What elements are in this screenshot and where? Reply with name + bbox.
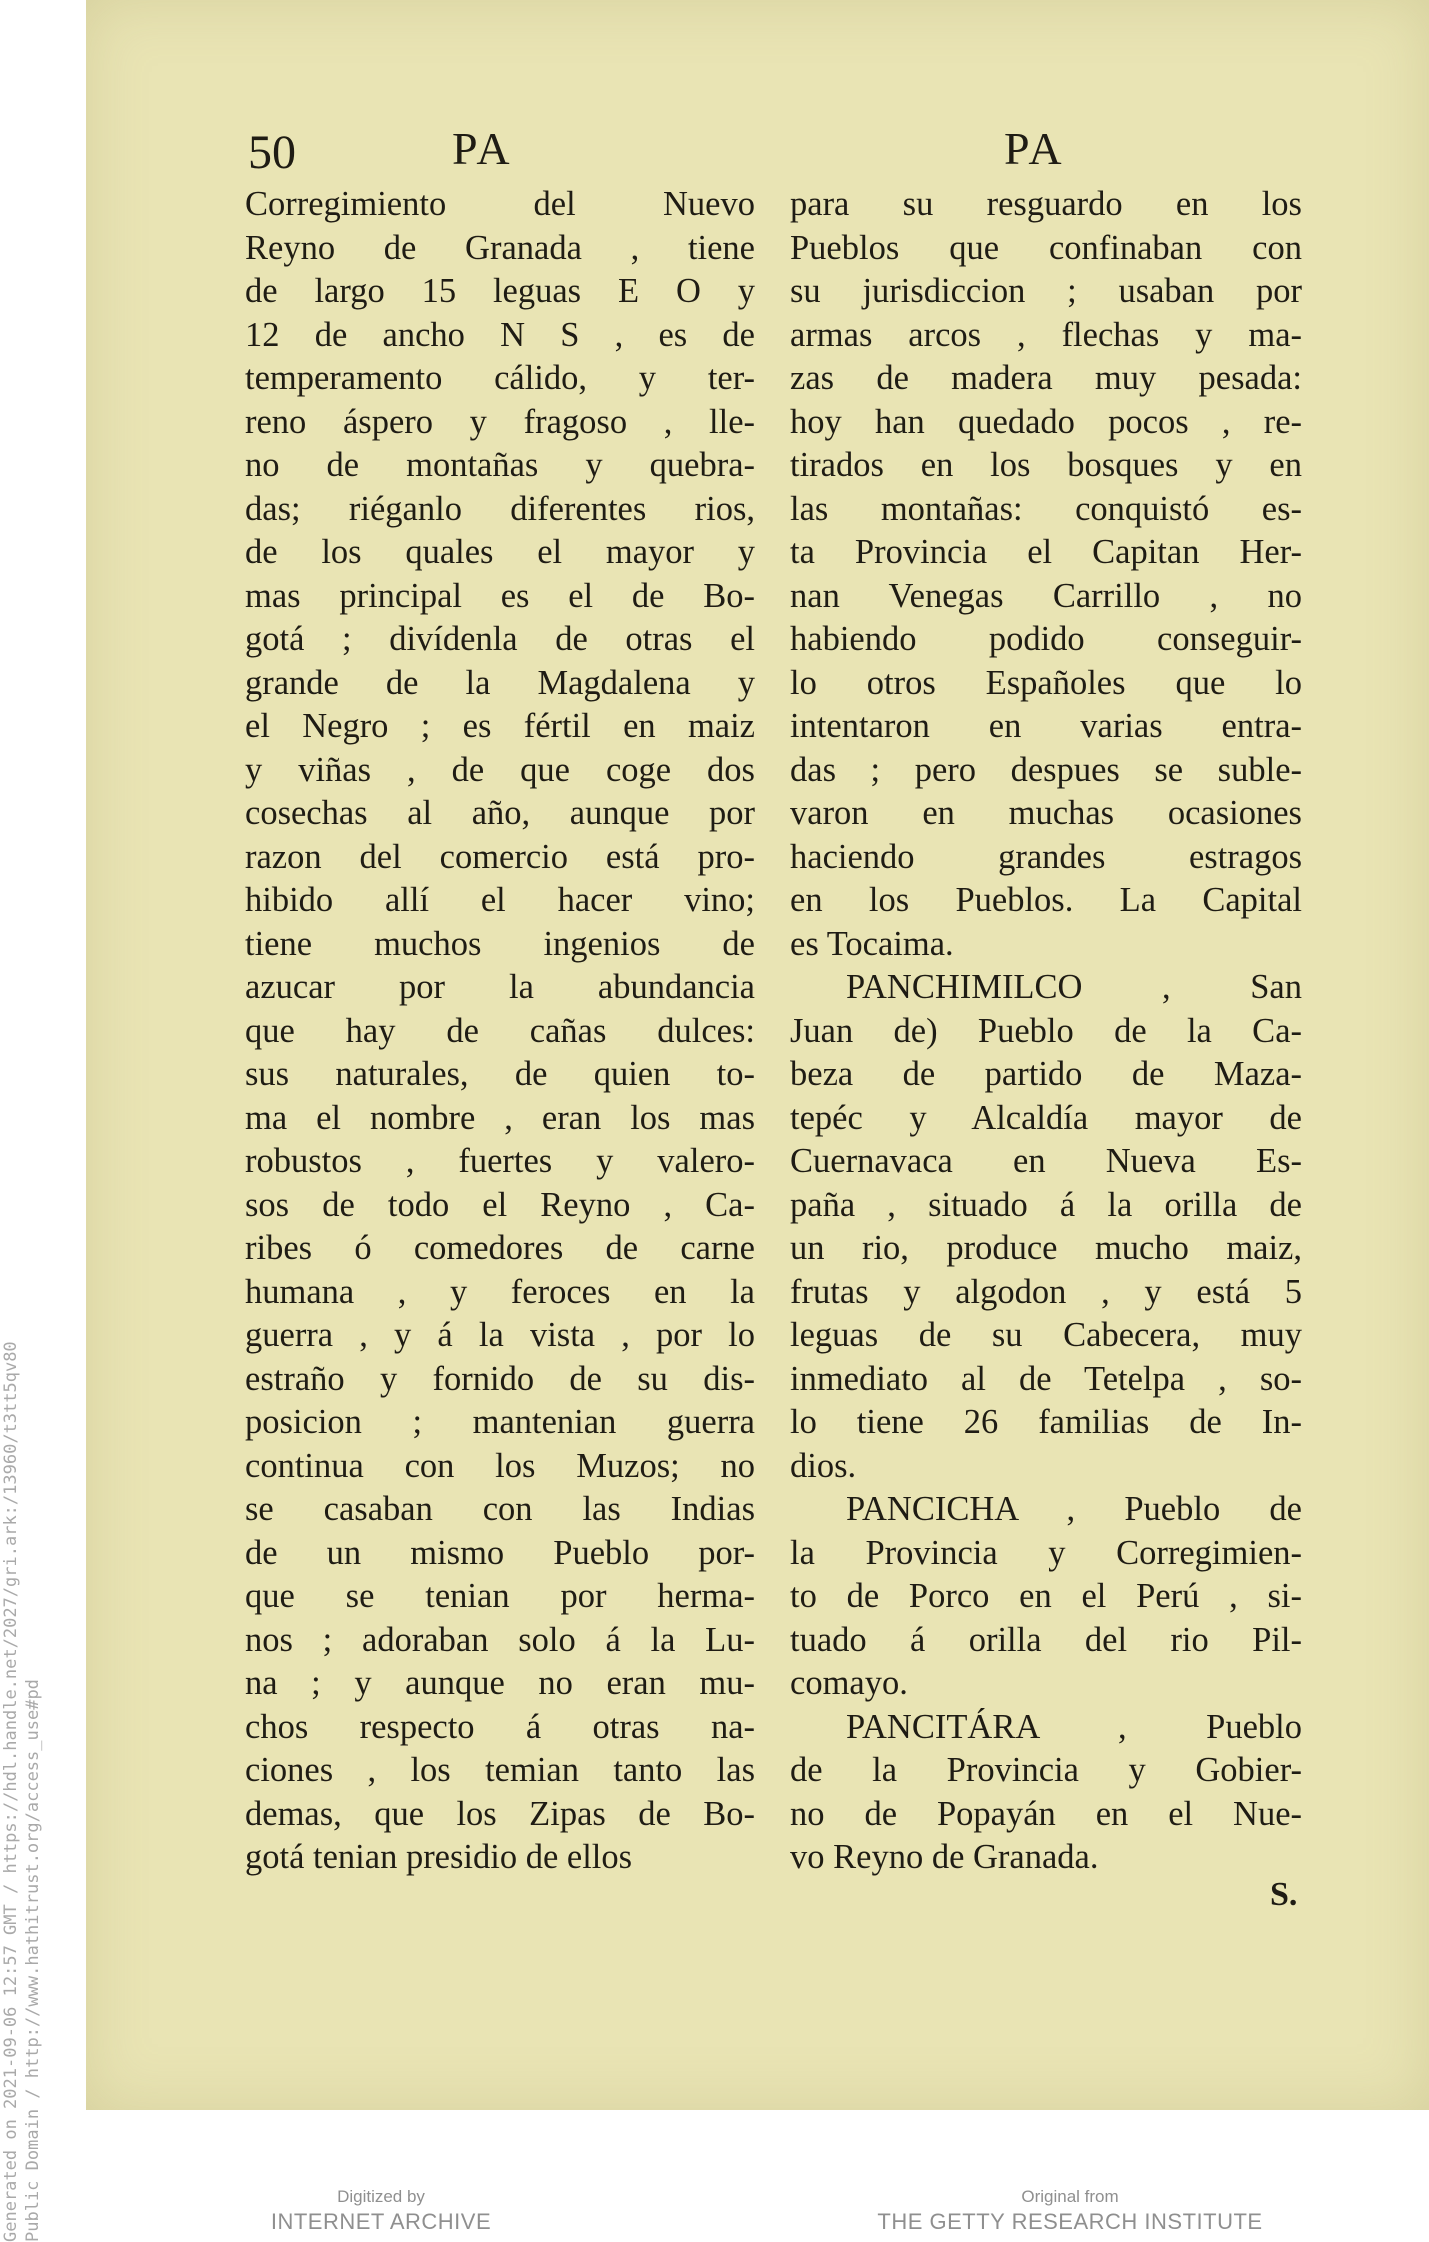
text-line: de largo 15 leguas E O y <box>245 272 755 310</box>
text-line: cosechas al año, aunque por <box>245 794 755 832</box>
text-line: y viñas , de que coge dos <box>245 750 755 789</box>
text-line: de los quales el mayor y <box>245 533 755 571</box>
text-line: leguas de su Cabecera, muy <box>790 1316 1302 1354</box>
text-line: PANCICHA , Pueblo de <box>846 1490 1302 1528</box>
text-line: lo tiene 26 familias de In- <box>790 1403 1302 1441</box>
watermark-line-license: Public Domain / http://www.hathitrust.org/access_use#pd <box>23 1679 43 2242</box>
text-line: hibido allí el hacer vino; <box>245 881 755 919</box>
text-line: sus naturales, de quien to- <box>245 1055 755 1093</box>
text-line: na ; y aunque no eran mu- <box>245 1664 755 1702</box>
text-line: das ; pero despues se suble- <box>790 750 1302 789</box>
text-line: sos de todo el Reyno , Ca- <box>245 1185 755 1224</box>
text-line: guerra , y á la vista , por lo <box>245 1316 755 1354</box>
text-line: armas arcos , flechas y ma- <box>790 315 1302 354</box>
text-line: nan Venegas Carrillo , no <box>790 576 1302 615</box>
text-line: se casaban con las Indias <box>245 1490 755 1528</box>
text-line: tuado á orilla del rio Pil- <box>790 1620 1302 1659</box>
text-line: es Tocaima. <box>790 924 954 963</box>
text-line: comayo. <box>790 1664 908 1702</box>
text-line: humana , y feroces en la <box>245 1272 755 1311</box>
text-line: zas de madera muy pesada: <box>790 359 1302 397</box>
text-line: PANCITÁRA , Pueblo <box>846 1707 1302 1746</box>
text-line: no de Popayán en el Nue- <box>790 1794 1302 1833</box>
text-line: 12 de ancho N S , es de <box>245 315 755 354</box>
text-line: das; riéganlo diferentes rios, <box>245 489 755 528</box>
text-line: dios. <box>790 1446 857 1485</box>
text-line: las montañas: conquistó es- <box>790 489 1302 528</box>
text-line: lo otros Españoles que lo <box>790 663 1302 702</box>
right-text-column <box>790 183 1302 1880</box>
text-line: gotá tenian presidio de ellos <box>245 1838 633 1876</box>
text-line: nos ; adoraban solo á la Lu- <box>245 1620 755 1659</box>
text-line: de la Provincia y Gobier- <box>790 1751 1302 1789</box>
text-line: intentaron en varias entra- <box>790 707 1302 745</box>
getty-institute-label: THE GETTY RESEARCH INSTITUTE <box>877 2209 1263 2234</box>
text-line: ta Provincia el Capitan Her- <box>790 533 1302 571</box>
text-line: el Negro ; es fértil en maiz <box>245 707 755 745</box>
internet-archive-label: INTERNET ARCHIVE <box>270 2209 492 2234</box>
text-line: hoy han quedado pocos , re- <box>790 402 1302 441</box>
text-line: haciendo grandes estragos <box>790 837 1302 876</box>
text-line: PANCHIMILCO , San <box>846 968 1302 1006</box>
left-text-column <box>245 183 755 1880</box>
text-line: tiene muchos ingenios de <box>245 924 755 963</box>
text-line: to de Porco en el Perú , si- <box>790 1577 1302 1615</box>
digitized-by-label: Digitized by <box>337 2187 425 2206</box>
text-line: ciones , los temian tanto las <box>245 1751 755 1789</box>
watermark-line-generated: Generated on 2021-09-06 12:57 GMT / https://hdl.handle.net/2027/gri.ark:/13960/t3tt5qv80 <box>1 1341 21 2242</box>
text-line: frutas y algodon , y está 5 <box>790 1272 1302 1311</box>
text-line: gotá ; divídenla de otras el <box>245 620 755 658</box>
text-line: mas principal es el de Bo- <box>245 576 755 615</box>
running-header-right: PA <box>1004 123 1065 174</box>
original-from-credit <box>870 2186 1270 2236</box>
watermark <box>0 1092 44 2242</box>
text-line: robustos , fuertes y valero- <box>245 1142 755 1180</box>
text-line: chos respecto á otras na- <box>245 1707 755 1746</box>
text-line: varon en muchas ocasiones <box>790 794 1302 832</box>
catchword: S. <box>1270 1876 1298 1913</box>
running-header-left: PA <box>452 123 513 174</box>
text-line: su jurisdiccion ; usaban por <box>790 272 1302 310</box>
text-line: estraño y fornido de su dis- <box>245 1359 755 1398</box>
text-line: posicion ; mantenian guerra <box>245 1403 755 1441</box>
original-from-label: Original from <box>1021 2187 1119 2206</box>
text-line: Juan de) Pueblo de la Ca- <box>790 1011 1302 1050</box>
text-line: la Provincia y Corregimien- <box>790 1533 1302 1572</box>
text-line: ma el nombre , eran los mas <box>245 1098 755 1137</box>
text-line: inmediato al de Tetelpa , so- <box>790 1359 1302 1398</box>
text-line: razon del comercio está pro- <box>245 837 755 876</box>
text-line: vo Reyno de Granada. <box>790 1838 1099 1876</box>
text-line: Corregimiento del Nuevo <box>245 185 755 223</box>
text-line: en los Pueblos. La Capital <box>790 881 1302 919</box>
text-line: azucar por la abundancia <box>245 968 755 1006</box>
text-line: que hay de cañas dulces: <box>245 1011 755 1050</box>
text-line: reno áspero y fragoso , lle- <box>245 402 755 441</box>
text-line: Reyno de Granada , tiene <box>245 228 755 267</box>
text-line: grande de la Magdalena y <box>245 663 755 702</box>
text-line: Cuernavaca en Nueva Es- <box>790 1142 1302 1180</box>
text-line: un rio, produce mucho maiz, <box>790 1229 1302 1267</box>
page-number: 50 <box>248 126 296 179</box>
text-line: ribes ó comedores de carne <box>245 1229 755 1267</box>
text-line: que se tenian por herma- <box>245 1577 755 1615</box>
text-line: tepéc y Alcaldía mayor de <box>790 1098 1302 1137</box>
digitized-by-credit <box>236 2186 526 2236</box>
text-line: paña , situado á la orilla de <box>790 1185 1302 1224</box>
text-line: tirados en los bosques y en <box>790 446 1302 484</box>
text-line: no de montañas y quebra- <box>245 446 755 484</box>
text-line: continua con los Muzos; no <box>245 1446 755 1485</box>
text-line: habiendo podido conseguir- <box>790 620 1302 658</box>
text-line: beza de partido de Maza- <box>790 1055 1302 1093</box>
text-line: para su resguardo en los <box>790 185 1302 223</box>
text-line: temperamento cálido, y ter- <box>245 359 755 397</box>
text-line: demas, que los Zipas de Bo- <box>245 1794 755 1833</box>
text-line: Pueblos que confinaban con <box>790 228 1302 267</box>
text-line: de un mismo Pueblo por- <box>245 1533 755 1572</box>
